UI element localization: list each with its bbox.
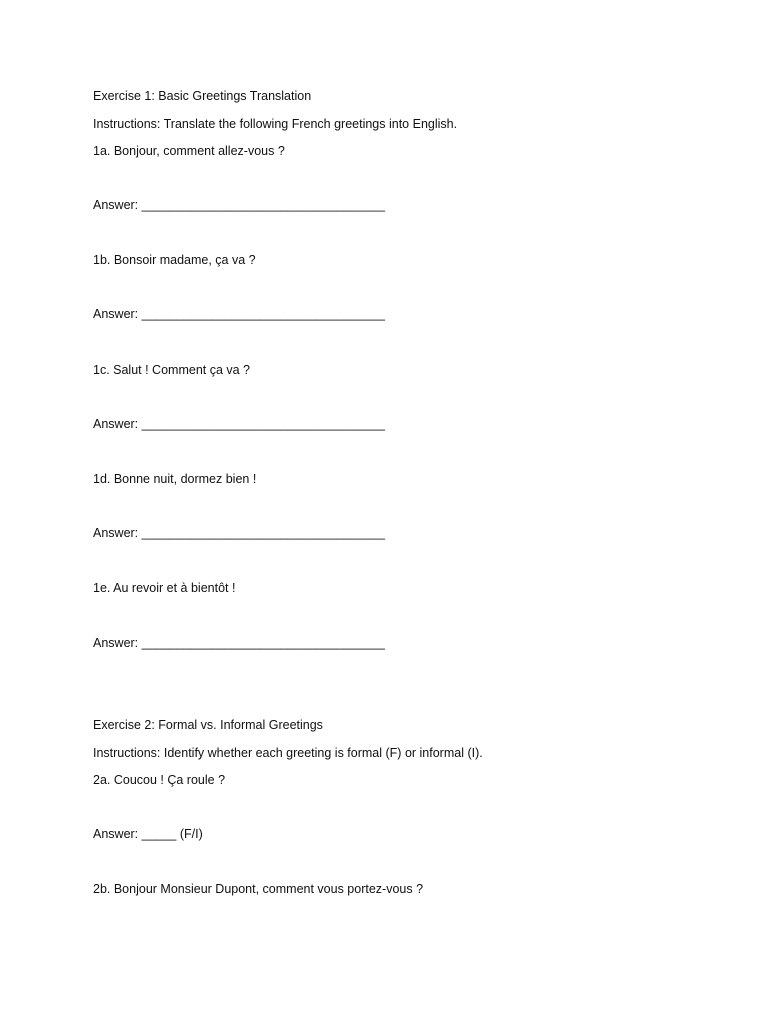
answer-line-1c: Answer: ___________________________________ <box>93 417 385 431</box>
answer-line-1e: Answer: ___________________________________ <box>93 636 385 650</box>
question-1b: 1b. Bonsoir madame, ça va ? <box>93 253 256 267</box>
answer-line-2a: Answer: _____ (F/I) <box>93 827 203 841</box>
question-2b: 2b. Bonjour Monsieur Dupont, comment vous portez-vous ? <box>93 882 424 896</box>
exercise-1-title: Exercise 1: Basic Greetings Translation <box>93 89 312 103</box>
answer-line-1b: Answer: ___________________________________ <box>93 307 385 321</box>
question-2a: 2a. Coucou ! Ça roule ? <box>93 773 226 787</box>
answer-line-1d: Answer: ___________________________________ <box>93 526 385 540</box>
question-1d: 1d. Bonne nuit, dormez bien ! <box>93 472 257 486</box>
question-1e: 1e. Au revoir et à bientôt ! <box>93 581 236 595</box>
question-1a: 1a. Bonjour, comment allez-vous ? <box>93 144 285 158</box>
exercise-2-instructions: Instructions: Identify whether each greeting is formal (F) or informal (I). <box>93 746 483 760</box>
answer-line-1a: Answer: ___________________________________ <box>93 198 385 212</box>
question-1c: 1c. Salut ! Comment ça va ? <box>93 363 251 377</box>
exercise-2-title: Exercise 2: Formal vs. Informal Greetings <box>93 718 323 732</box>
exercise-1-instructions: Instructions: Translate the following French greetings into English. <box>93 117 458 131</box>
